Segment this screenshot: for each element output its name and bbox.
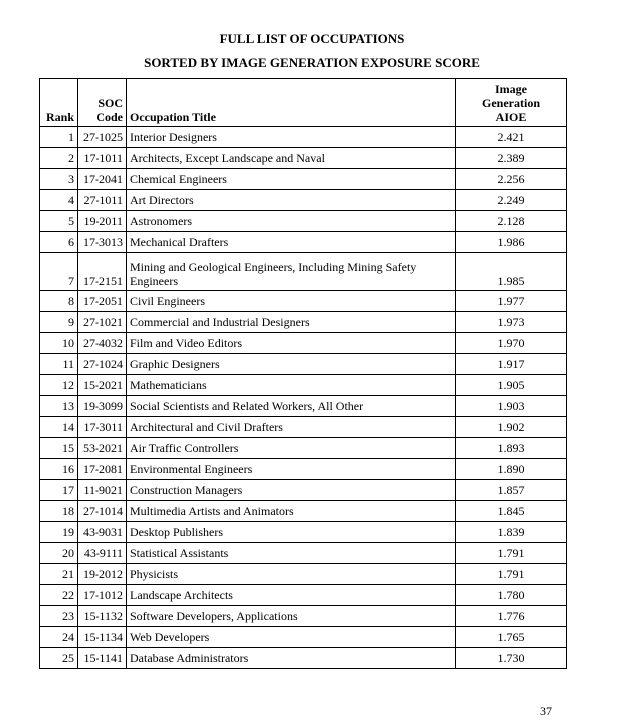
cell-aioe-score: 1.839 [456, 522, 567, 543]
table-row [40, 291, 567, 312]
document-subtitle: SORTED BY IMAGE GENERATION EXPOSURE SCORE [144, 55, 480, 70]
cell-aioe-score: 2.128 [456, 211, 567, 232]
cell-soc-code: 17-2051 [78, 291, 127, 312]
cell-soc-code: 19-3099 [78, 396, 127, 417]
cell-aioe-score: 1.791 [456, 564, 567, 585]
cell-occupation-title: Art Directors [127, 190, 456, 211]
document-title: FULL LIST OF OCCUPATIONS [219, 31, 405, 46]
table-row [40, 522, 567, 543]
table-row [40, 148, 567, 169]
table-row [40, 648, 567, 669]
cell-aioe-score: 1.893 [456, 438, 567, 459]
cell-occupation-title: Physicists [127, 564, 456, 585]
cell-soc-code: 43-9031 [78, 522, 127, 543]
cell-rank: 24 [40, 627, 78, 648]
table-row [40, 312, 567, 333]
table-row [40, 253, 567, 291]
cell-soc-code: 27-1014 [78, 501, 127, 522]
cell-aioe-score: 2.249 [456, 190, 567, 211]
cell-rank: 25 [40, 648, 78, 669]
cell-occupation-title: Architectural and Civil Drafters [127, 417, 456, 438]
cell-aioe-score: 2.389 [456, 148, 567, 169]
cell-occupation-title: Civil Engineers [127, 291, 456, 312]
cell-occupation-title: Software Developers, Applications [127, 606, 456, 627]
cell-rank: 15 [40, 438, 78, 459]
cell-aioe-score: 1.776 [456, 606, 567, 627]
cell-aioe-score: 1.905 [456, 375, 567, 396]
cell-soc-code: 17-1012 [78, 585, 127, 606]
table-row [40, 501, 567, 522]
cell-soc-code: 17-1011 [78, 148, 127, 169]
table-row [40, 211, 567, 232]
table-row [40, 396, 567, 417]
cell-aioe-score: 1.977 [456, 291, 567, 312]
cell-aioe-score: 2.421 [456, 127, 567, 148]
cell-soc-code: 11-9021 [78, 480, 127, 501]
cell-occupation-title: Web Developers [127, 627, 456, 648]
cell-aioe-score: 1.857 [456, 480, 567, 501]
cell-soc-code: 17-2151 [78, 253, 127, 291]
table-row [40, 127, 567, 148]
cell-aioe-score: 2.256 [456, 169, 567, 190]
table-header-row [40, 79, 567, 127]
table-row [40, 606, 567, 627]
cell-aioe-score: 1.917 [456, 354, 567, 375]
cell-soc-code: 27-4032 [78, 333, 127, 354]
table-row [40, 190, 567, 211]
table-row [40, 564, 567, 585]
cell-soc-code: 27-1025 [78, 127, 127, 148]
cell-occupation-title: Astronomers [127, 211, 456, 232]
cell-rank: 21 [40, 564, 78, 585]
cell-occupation-title: Construction Managers [127, 480, 456, 501]
cell-rank: 7 [40, 253, 78, 291]
cell-aioe-score: 1.902 [456, 417, 567, 438]
cell-soc-code: 17-2081 [78, 459, 127, 480]
page-number: 37 [540, 704, 552, 718]
cell-rank: 8 [40, 291, 78, 312]
cell-aioe-score: 1.730 [456, 648, 567, 669]
cell-aioe-score: 1.765 [456, 627, 567, 648]
cell-rank: 11 [40, 354, 78, 375]
cell-rank: 18 [40, 501, 78, 522]
cell-rank: 10 [40, 333, 78, 354]
table-row [40, 417, 567, 438]
cell-rank: 5 [40, 211, 78, 232]
cell-rank: 3 [40, 169, 78, 190]
cell-occupation-title: Graphic Designers [127, 354, 456, 375]
cell-soc-code: 43-9111 [78, 543, 127, 564]
table-row [40, 585, 567, 606]
cell-soc-code: 19-2012 [78, 564, 127, 585]
cell-soc-code: 15-2021 [78, 375, 127, 396]
cell-soc-code: 17-3011 [78, 417, 127, 438]
column-header-occupation-title: Occupation Title [127, 79, 456, 127]
cell-soc-code: 17-2041 [78, 169, 127, 190]
cell-soc-code: 27-1024 [78, 354, 127, 375]
cell-aioe-score: 1.986 [456, 232, 567, 253]
cell-rank: 2 [40, 148, 78, 169]
cell-aioe-score: 1.973 [456, 312, 567, 333]
cell-aioe-score: 1.791 [456, 543, 567, 564]
cell-rank: 20 [40, 543, 78, 564]
cell-rank: 4 [40, 190, 78, 211]
column-header-rank: Rank [40, 79, 78, 127]
cell-aioe-score: 1.890 [456, 459, 567, 480]
column-header-aioe-score: Image Generation AIOE [456, 79, 567, 127]
cell-occupation-title: Statistical Assistants [127, 543, 456, 564]
cell-occupation-title: Architects, Except Landscape and Naval [127, 148, 456, 169]
cell-occupation-title: Air Traffic Controllers [127, 438, 456, 459]
table-row [40, 459, 567, 480]
cell-occupation-title: Film and Video Editors [127, 333, 456, 354]
cell-aioe-score: 1.845 [456, 501, 567, 522]
cell-aioe-score: 1.970 [456, 333, 567, 354]
cell-soc-code: 19-2011 [78, 211, 127, 232]
cell-soc-code: 27-1021 [78, 312, 127, 333]
cell-occupation-title: Interior Designers [127, 127, 456, 148]
cell-occupation-title: Commercial and Industrial Designers [127, 312, 456, 333]
table-row [40, 169, 567, 190]
cell-occupation-title: Multimedia Artists and Animators [127, 501, 456, 522]
column-header-soc-code: SOC Code [78, 79, 127, 127]
cell-rank: 6 [40, 232, 78, 253]
table-row [40, 354, 567, 375]
cell-occupation-title: Mathematicians [127, 375, 456, 396]
cell-occupation-title: Environmental Engineers [127, 459, 456, 480]
table-row [40, 375, 567, 396]
table-row [40, 543, 567, 564]
cell-soc-code: 15-1134 [78, 627, 127, 648]
cell-rank: 16 [40, 459, 78, 480]
cell-occupation-title: Social Scientists and Related Workers, All Other [127, 396, 456, 417]
table-row [40, 480, 567, 501]
cell-rank: 13 [40, 396, 78, 417]
cell-soc-code: 15-1141 [78, 648, 127, 669]
cell-occupation-title: Mining and Geological Engineers, Including Mining Safety Engineers [127, 253, 456, 291]
cell-rank: 19 [40, 522, 78, 543]
cell-rank: 17 [40, 480, 78, 501]
cell-aioe-score: 1.985 [456, 253, 567, 291]
cell-soc-code: 27-1011 [78, 190, 127, 211]
cell-soc-code: 17-3013 [78, 232, 127, 253]
table-row [40, 333, 567, 354]
cell-occupation-title: Chemical Engineers [127, 169, 456, 190]
table-row [40, 627, 567, 648]
cell-rank: 14 [40, 417, 78, 438]
occupations-table [39, 78, 567, 669]
cell-rank: 22 [40, 585, 78, 606]
cell-rank: 1 [40, 127, 78, 148]
cell-soc-code: 15-1132 [78, 606, 127, 627]
cell-aioe-score: 1.903 [456, 396, 567, 417]
table-row [40, 232, 567, 253]
cell-rank: 23 [40, 606, 78, 627]
cell-occupation-title: Desktop Publishers [127, 522, 456, 543]
cell-occupation-title: Mechanical Drafters [127, 232, 456, 253]
cell-soc-code: 53-2021 [78, 438, 127, 459]
cell-aioe-score: 1.780 [456, 585, 567, 606]
cell-rank: 12 [40, 375, 78, 396]
cell-occupation-title: Landscape Architects [127, 585, 456, 606]
cell-rank: 9 [40, 312, 78, 333]
table-row [40, 438, 567, 459]
cell-occupation-title: Database Administrators [127, 648, 456, 669]
